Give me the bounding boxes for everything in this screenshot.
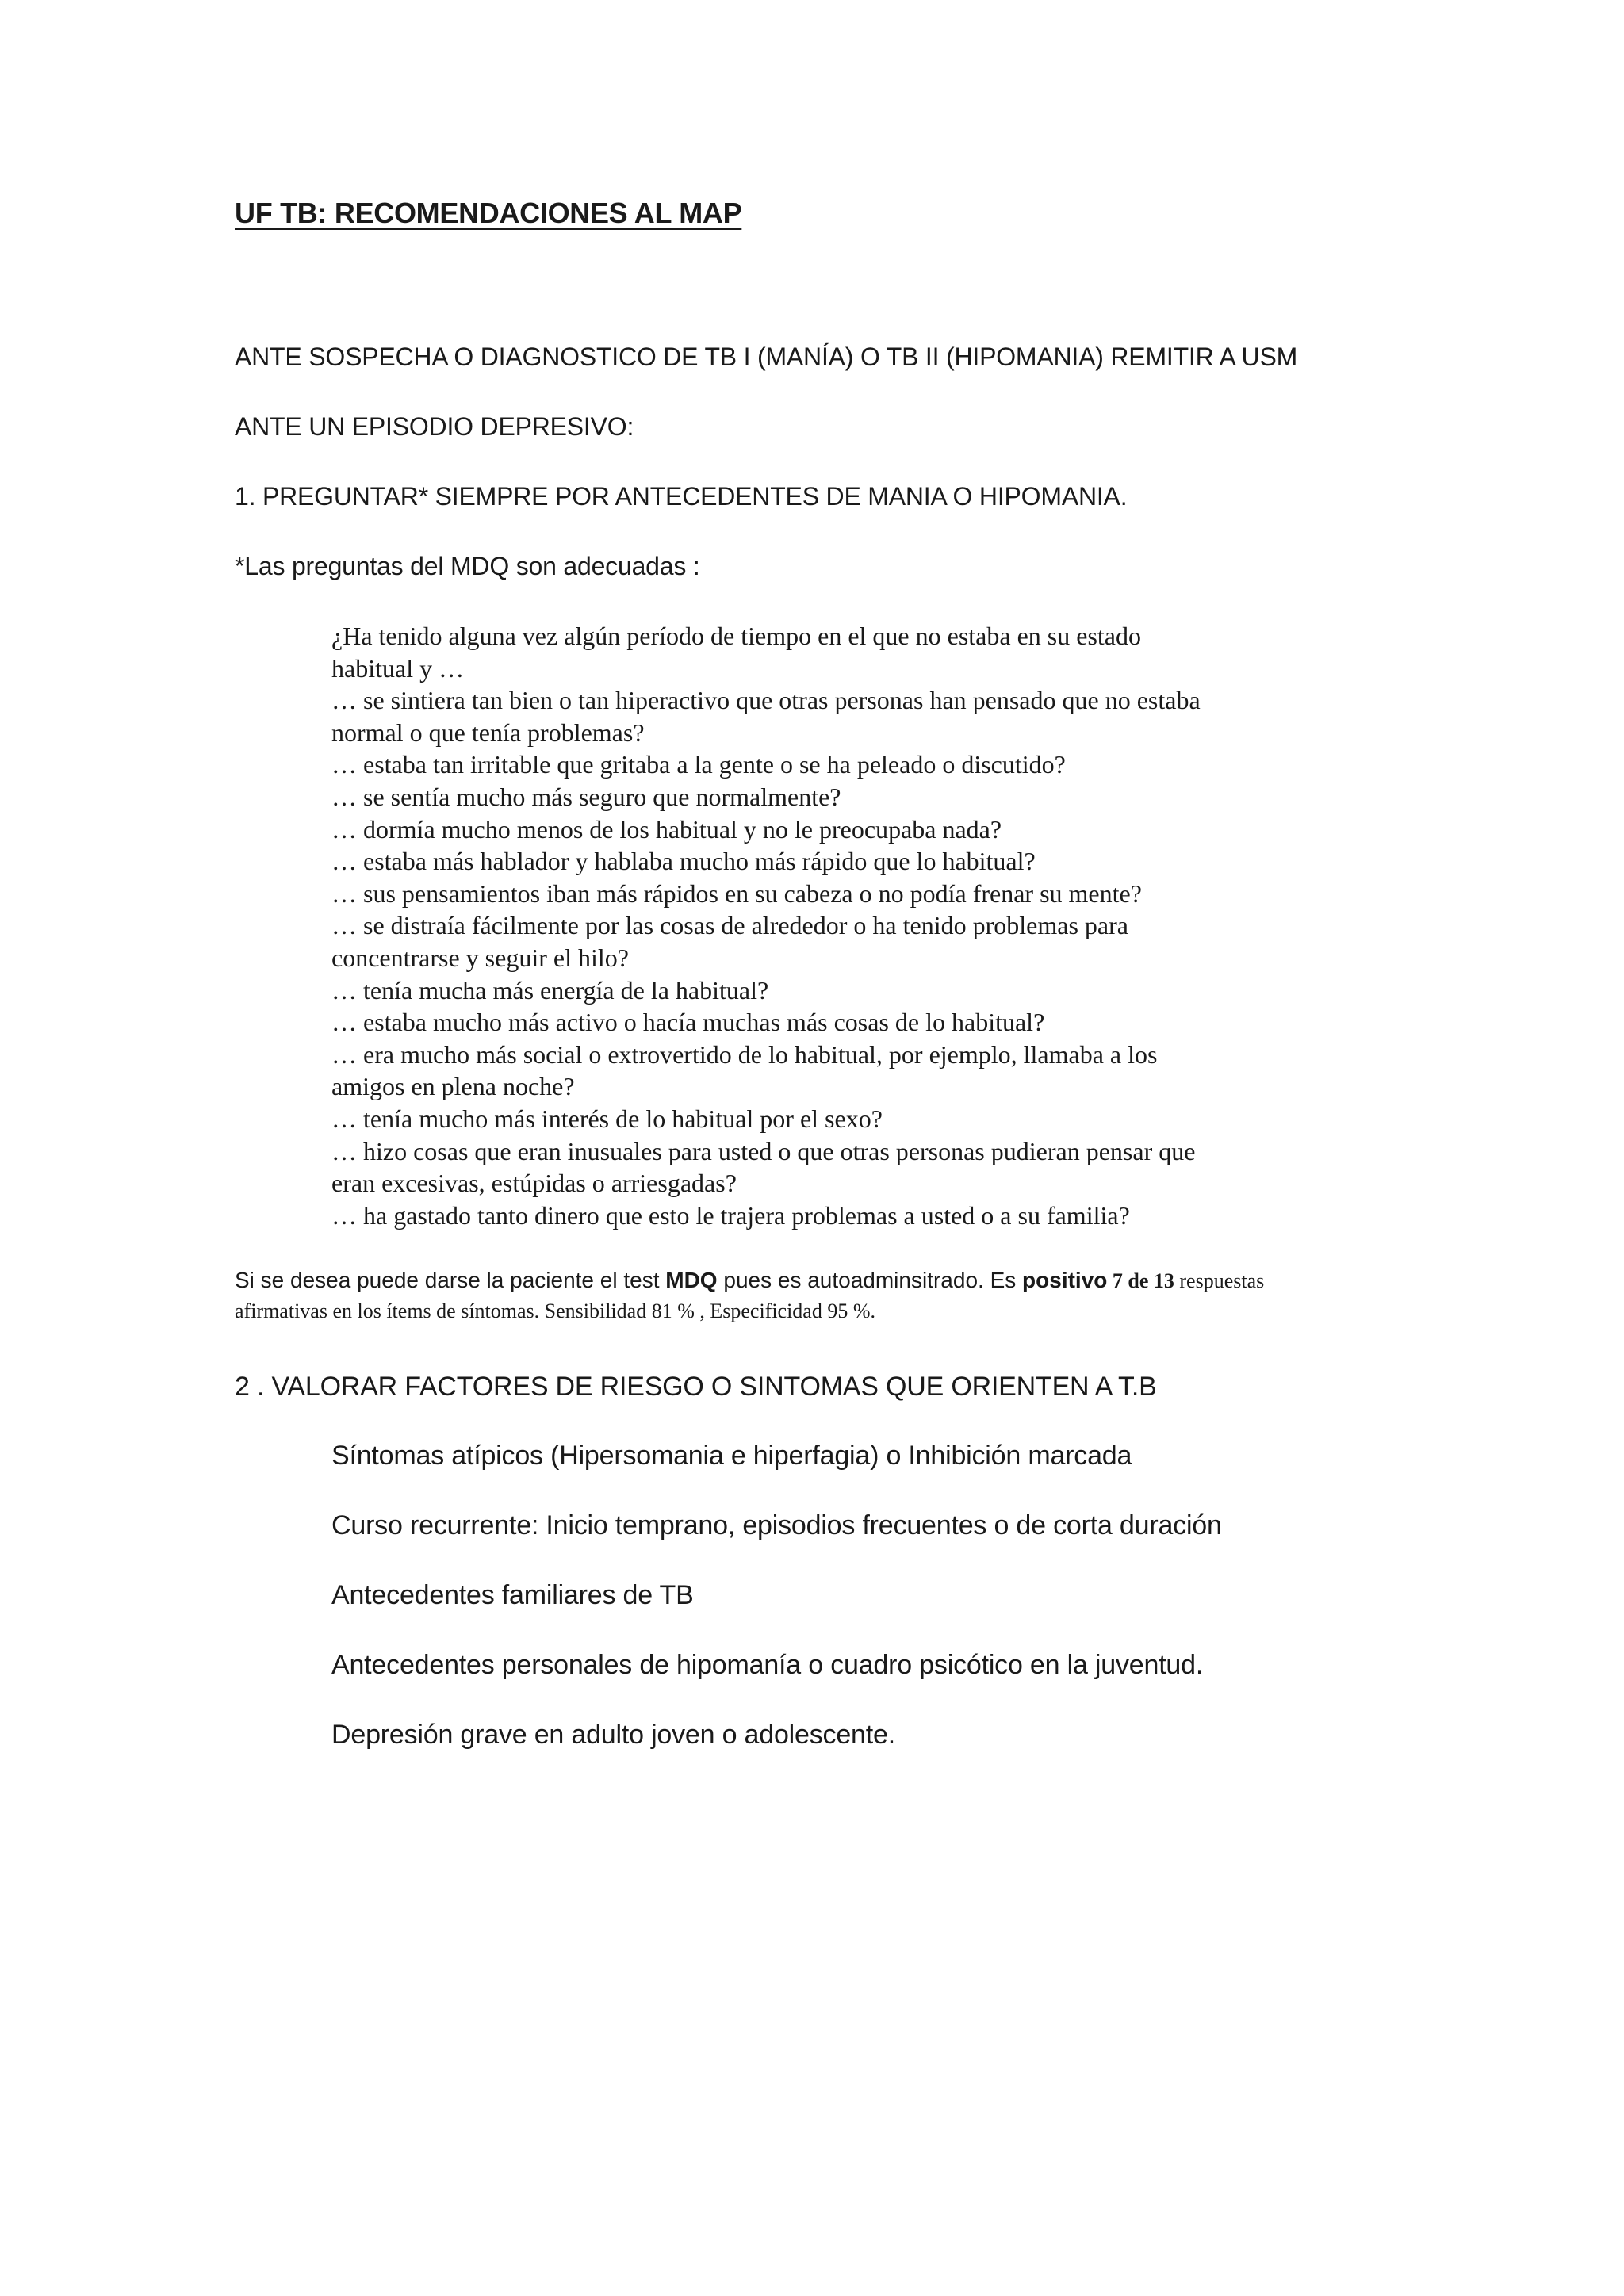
mdq-question-line: habitual y … [331,653,465,683]
mdq-question-line: … estaba más hablador y hablaba mucho más rápido que lo habitual? [331,847,1036,876]
mdq-note-line-1 [235,1265,1408,1296]
mdq-question-line: … hizo cosas que eran inusuales para usted o que otras personas pudieran pensar que [331,1136,1196,1165]
mdq-question-line: … estaba tan irritable que gritaba a la gente o se ha peleado o discutido? [331,750,1066,779]
risk-factor-item: Síntomas atípicos (Hipersomania e hiperfagia) o Inhibición marcada [331,1441,1132,1471]
risk-factor-item: Depresión grave en adulto joven o adolescente. [331,1720,895,1750]
mdq-question-line: … sus pensamientos iban más rápidos en su cabeza o no podía frenar su mente? [331,878,1142,908]
mdq-question-line: … se sentía mucho más seguro que normalmente? [331,782,841,811]
mdq-question-line: normal o que tenía problemas? [331,718,645,747]
mdq-note [235,1265,1408,1326]
risk-factor-item: Antecedentes personales de hipomanía o cuadro psicótico en la juventud. [331,1650,1204,1680]
step1-heading: 1. PREGUNTAR* SIEMPRE POR ANTECEDENTES DE MANIA O HIPOMANIA. [235,482,1128,511]
note-score: 7 de 13 [1107,1269,1174,1292]
intro-line: ANTE SOSPECHA O DIAGNOSTICO DE TB I (MANÍA) O TB II (HIPOMANIA) REMITIR A USM [235,342,1298,371]
mdq-questions [331,620,1362,1231]
note-mdq: MDQ [665,1268,718,1292]
mdq-question-line: … se sintiera tan bien o tan hiperactivo que otras personas han pensado que no estaba [331,686,1201,715]
mdq-question-line: … tenía mucho más interés de lo habitual por el sexo? [331,1104,883,1133]
step2-heading: 2 . VALORAR FACTORES DE RIESGO O SINTOMAS QUE ORIENTEN A T.B [235,1372,1157,1402]
risk-factor-item: Curso recurrente: Inicio temprano, episodios frecuentes o de corta duración [331,1510,1222,1540]
mdq-question-line: … estaba mucho más activo o hacía muchas más cosas de lo habitual? [331,1008,1045,1037]
mdq-question-line: … se distraía fácilmente por las cosas de alrededor o ha tenido problemas para [331,911,1128,940]
note-text: Si se desea puede darse la paciente el test [235,1268,666,1292]
mdq-note-line-2: afirmativas en los ítems de síntomas. Sensibilidad 81 % , Especificidad 95 %. [235,1299,876,1322]
mdq-question-line: amigos en plena noche? [331,1072,575,1101]
note-positivo: positivo [1022,1268,1108,1292]
mdq-question-line: eran excesivas, estúpidas o arriesgadas? [331,1169,737,1198]
mdq-question-line: … era mucho más social o extrovertido de lo habitual, por ejemplo, llamaba a los [331,1039,1158,1069]
mdq-question-line: … ha gastado tanto dinero que esto le trajera problemas a usted o a su familia? [331,1200,1130,1230]
mdq-question-line: concentrarse y seguir el hilo? [331,943,629,972]
mdq-question-line: … dormía mucho menos de los habitual y no le preocupaba nada? [331,814,1002,844]
note-text: pues es autoadminsitrado. Es [717,1268,1023,1292]
episode-line: ANTE UN EPISODIO DEPRESIVO: [235,412,634,441]
mdq-question-line: … tenía mucha más energía de la habitual? [331,975,769,1004]
mdq-intro: *Las preguntas del MDQ son adecuadas : [235,552,700,580]
note-text: respuestas [1174,1269,1265,1292]
document-title: UF TB: RECOMENDACIONES AL MAP [235,197,742,229]
mdq-question-line: ¿Ha tenido alguna vez algún período de tiempo en el que no estaba en su estado [331,622,1141,650]
risk-factor-item: Antecedentes familiares de TB [331,1580,694,1610]
